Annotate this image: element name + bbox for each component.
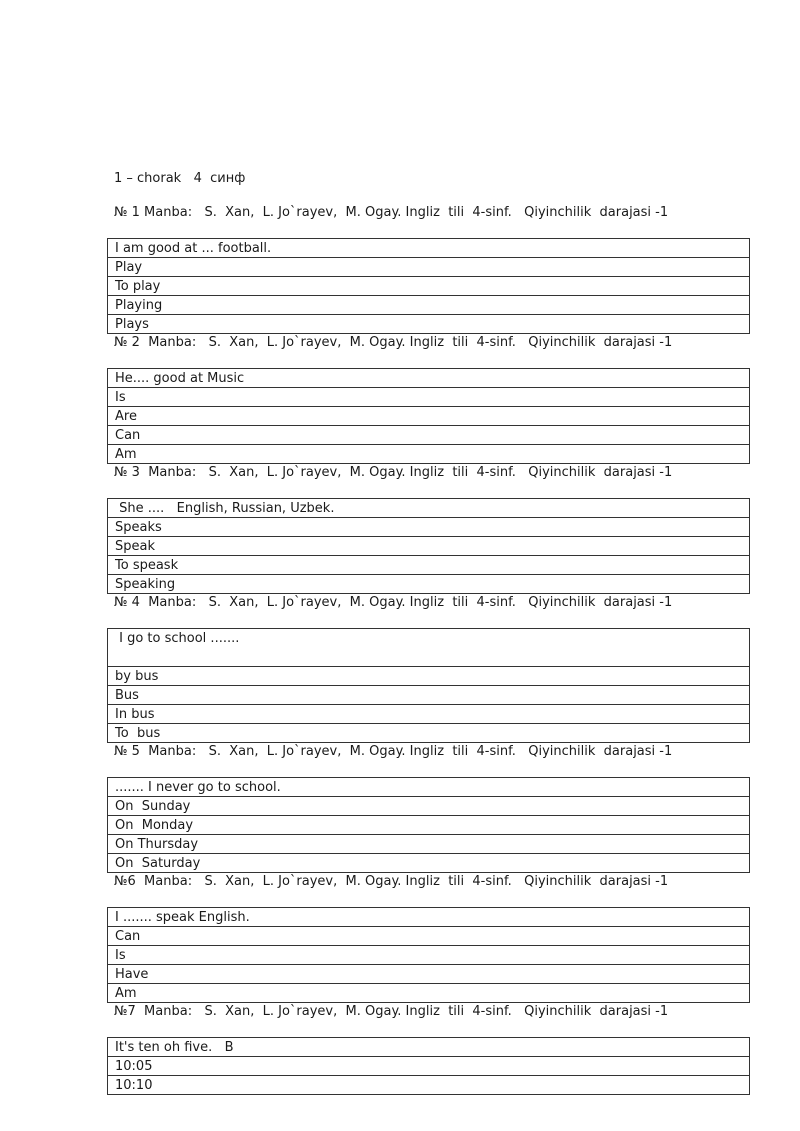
answer-option: On Monday	[108, 816, 750, 835]
answer-option: Is	[108, 388, 750, 407]
question-table	[107, 1037, 750, 1095]
question-source: № 2 Manba: S. Xan, L. Jo`rayev, M. Ogay. Ingliz tili 4-sinf. Qiyinchilik darajasi -1	[114, 335, 673, 350]
answer-option: Am	[108, 984, 750, 1003]
answer-option: In bus	[108, 705, 750, 724]
question-source: № 5 Manba: S. Xan, L. Jo`rayev, M. Ogay. Ingliz tili 4-sinf. Qiyinchilik darajasi -1	[114, 744, 673, 759]
question-table	[107, 368, 750, 464]
question-source: № 3 Manba: S. Xan, L. Jo`rayev, M. Ogay. Ingliz tili 4-sinf. Qiyinchilik darajasi -1	[114, 465, 673, 480]
answer-option: To speask	[108, 556, 750, 575]
question-table	[107, 907, 750, 1003]
question-text: She .... English, Russian, Uzbek.	[108, 499, 750, 518]
question-text: ....... I never go to school.	[108, 778, 750, 797]
question-text: I go to school .......	[108, 629, 750, 667]
answer-option: Is	[108, 946, 750, 965]
answer-option: 10:10	[108, 1076, 750, 1095]
answer-option: by bus	[108, 667, 750, 686]
question-source: № 1 Manba: S. Xan, L. Jo`rayev, M. Ogay. Ingliz tili 4-sinf. Qiyinchilik darajasi -1	[114, 205, 669, 220]
question-source: №7 Manba: S. Xan, L. Jo`rayev, M. Ogay. Ingliz tili 4-sinf. Qiyinchilik darajasi -1	[114, 1004, 669, 1019]
question-text: I ....... speak English.	[108, 908, 750, 927]
page-heading: 1 – chorak 4 синф	[114, 171, 246, 186]
question-source: №6 Manba: S. Xan, L. Jo`rayev, M. Ogay. Ingliz tili 4-sinf. Qiyinchilik darajasi -1	[114, 874, 669, 889]
answer-option: Speaks	[108, 518, 750, 537]
answer-option: 10:05	[108, 1057, 750, 1076]
answer-option: On Sunday	[108, 797, 750, 816]
answer-option: Have	[108, 965, 750, 984]
answer-option: Can	[108, 426, 750, 445]
question-table	[107, 238, 750, 334]
answer-option: Speak	[108, 537, 750, 556]
answer-option: Plays	[108, 315, 750, 334]
answer-option: Playing	[108, 296, 750, 315]
question-table	[107, 498, 750, 594]
question-source: № 4 Manba: S. Xan, L. Jo`rayev, M. Ogay. Ingliz tili 4-sinf. Qiyinchilik darajasi -1	[114, 595, 673, 610]
answer-option: Play	[108, 258, 750, 277]
answer-option: On Saturday	[108, 854, 750, 873]
answer-option: Can	[108, 927, 750, 946]
question-text: I am good at ... football.	[108, 239, 750, 258]
question-text: It's ten oh five. B	[108, 1038, 750, 1057]
question-table	[107, 628, 750, 743]
answer-option: On Thursday	[108, 835, 750, 854]
answer-option: Am	[108, 445, 750, 464]
answer-option: To bus	[108, 724, 750, 743]
answer-option: Speaking	[108, 575, 750, 594]
answer-option: Are	[108, 407, 750, 426]
question-text: He.... good at Music	[108, 369, 750, 388]
answer-option: To play	[108, 277, 750, 296]
question-table	[107, 777, 750, 873]
answer-option: Bus	[108, 686, 750, 705]
